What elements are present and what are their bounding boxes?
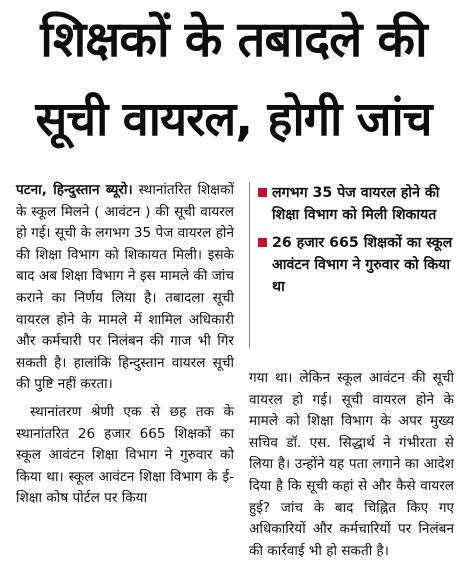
dateline: पटना, हिन्दुस्तान ब्यूरो। (16, 182, 133, 198)
article-paragraph-2: स्थानांतरण श्रेणी एक से छह तक के स्थानांतरित 26 हजार 665 शिक्षकों का स्कूल आवंटन शिक्षा विभाग ने गुरुवार को किया था। स्कूल आवंटन शिक्षा विभाग के ई-शिक्षा कोष पोर्टल पर किया (16, 403, 234, 507)
highlight-text: 26 हजार 665 शिक्षकों का स्कूल आवंटन विभाग ने गुरुवार को किया था (272, 235, 453, 295)
article-column-left (16, 180, 234, 510)
highlights-box (249, 182, 457, 348)
highlight-text: लगभग 35 पेज वायरल होने की शिक्षा विभाग को मिली शिकायत (272, 185, 440, 223)
article-column-right (249, 368, 454, 562)
headline-line-2: सूची वायरल, होगी जांच (35, 92, 432, 147)
article-paragraph-1 (16, 180, 234, 396)
headline-line-1: शिक्षकों के तबादले की (40, 11, 427, 68)
article-paragraph-1-text: स्थानांतरित शिक्षकों के स्कूल मिलने ( आवंटन ) की सूची वायरल हो गई। सूची के लगभग 35 पेज वायरल होने की शिक्षा विभाग को शिकायत मिली। इसके बाद अब शिक्षा विभाग ने इस मामले की जांच कराने का निर्णय लिया है। तबादला सूची वायरल होने के मामले में शामिल अधिकारी और कर्मचारी पर निलंबन की गाज भी गिर सकती है। हालांकि हिन्दुस्तान वायरल सूची की पुष्टि नहीं करता। (16, 182, 234, 393)
red-square-bullet-icon (258, 238, 267, 247)
red-square-bullet-icon (258, 188, 267, 197)
article-paragraph-3: गया था। लेकिन स्कूल आवंटन की सूची वायरल हो गई। सूची वायरल होने के मामले को शिक्षा विभाग के अपर मुख्य सचिव डॉ. एस. सिद्धार्थ ने गंभीरता से लिया है। उन्होंने यह पता लगाने का आदेश दिया है कि सूची कहां से और कैसे वायरल हुई? जांच के बाद चिह्नित किए गए अधिकारियों और कर्मचारियों पर निलंबन की कार्रवाई भी हो सकती है। (249, 370, 454, 559)
highlight-item (250, 182, 457, 226)
highlight-item (250, 232, 457, 298)
